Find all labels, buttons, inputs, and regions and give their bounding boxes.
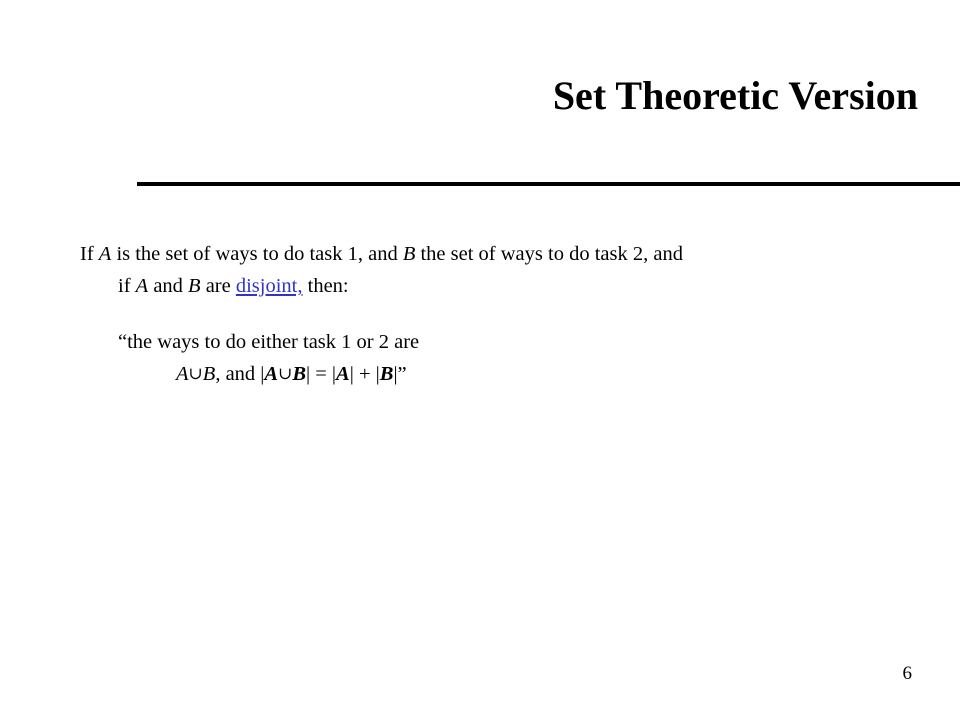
variable-a: A	[135, 275, 149, 297]
variable-b: B	[292, 363, 307, 385]
text-if: If	[80, 243, 99, 265]
slide-body	[80, 238, 880, 391]
variable-a: A	[264, 363, 279, 385]
variable-b: B	[188, 275, 201, 297]
text-fragment: , and |	[215, 363, 265, 385]
slide-title: Set Theoretic Version	[552, 73, 918, 118]
title-underline-rule	[137, 182, 960, 186]
variable-a: A	[336, 363, 350, 385]
text-fragment: is the set of ways to do task 1, and	[111, 243, 403, 265]
text-fragment: | = |	[306, 363, 337, 385]
quote-line-1: “the ways to do either task 1 or 2 are	[118, 331, 420, 353]
text-fragment: | + |	[349, 363, 380, 385]
text-fragment: if	[118, 275, 136, 297]
text-fragment: are	[200, 275, 236, 297]
page-number: 6	[902, 663, 912, 684]
text-fragment: |”	[393, 363, 407, 385]
text-fragment: then:	[302, 275, 349, 297]
union-symbol: ∪	[278, 364, 293, 384]
text-fragment: the set of ways to do task 2, and	[415, 243, 683, 265]
variable-b: B	[402, 243, 416, 265]
quote-line-2	[176, 358, 880, 391]
union-symbol: ∪	[188, 364, 203, 384]
disjoint-link[interactable]: disjoint,	[235, 275, 303, 297]
text-fragment: and	[148, 275, 189, 297]
variable-b: B	[379, 363, 394, 385]
variable-a: A	[98, 243, 112, 265]
variable-b: B	[202, 363, 216, 385]
paragraph-definition	[80, 238, 880, 302]
variable-a: A	[176, 363, 189, 385]
